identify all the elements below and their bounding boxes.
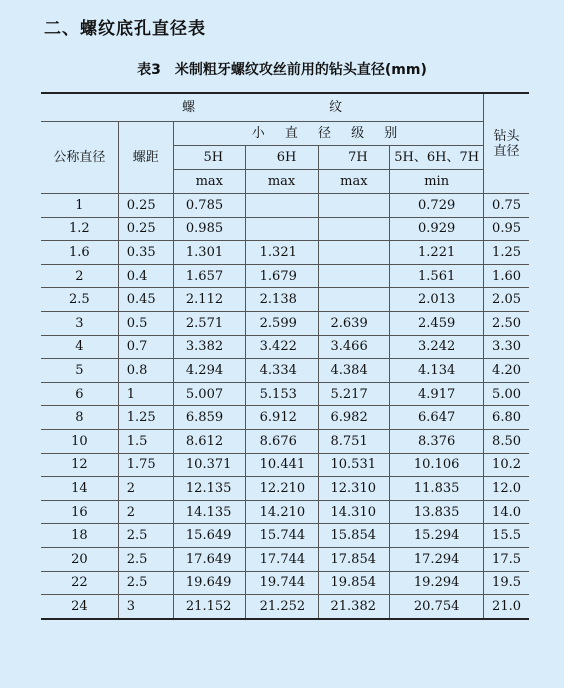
minor-min-cell: 3.242 [390, 335, 484, 359]
thread-label-right: 纹 [329, 100, 343, 115]
minor-6h-max-cell: 5.153 [245, 382, 318, 406]
limit-max-5h: max [173, 170, 245, 194]
minor-5h-max-cell: 4.294 [173, 359, 245, 383]
minor-5h-max-cell: 8.612 [173, 429, 245, 453]
table-row [41, 288, 529, 312]
nominal-diameter-cell: 20 [41, 547, 118, 571]
minor-min-cell: 20.754 [390, 595, 484, 619]
pitch-cell: 1.75 [118, 453, 173, 477]
minor-6h-max-cell: 8.676 [245, 429, 318, 453]
minor-min-cell: 15.294 [390, 524, 484, 548]
nominal-diameter-cell: 12 [41, 453, 118, 477]
minor-5h-max-cell: 10.371 [173, 453, 245, 477]
table-row [41, 524, 529, 548]
table-row [41, 311, 529, 335]
minor-min-cell: 13.835 [390, 500, 484, 524]
minor-min-cell: 2.013 [390, 288, 484, 312]
limit-min: min [390, 170, 484, 194]
minor-6h-max-cell: 19.744 [245, 571, 318, 595]
drill-diameter-cell: 14.0 [484, 500, 529, 524]
table-row [41, 595, 529, 619]
nominal-diameter-cell: 3 [41, 311, 118, 335]
limit-max-7h: max [318, 170, 390, 194]
table-row [41, 571, 529, 595]
grade-6h: 6H [245, 146, 318, 170]
table-row [41, 217, 529, 241]
drill-diameter-cell: 15.5 [484, 524, 529, 548]
minor-min-cell: 6.647 [390, 406, 484, 430]
drill-diameter-cell: 0.95 [484, 217, 529, 241]
minor-5h-max-cell: 5.007 [173, 382, 245, 406]
minor-min-cell: 2.459 [390, 311, 484, 335]
drill-diameter-cell: 0.75 [484, 194, 529, 218]
minor-6h-max-cell: 1.679 [245, 264, 318, 288]
nominal-diameter-cell: 1.2 [41, 217, 118, 241]
nominal-diameter-cell: 8 [41, 406, 118, 430]
minor-6h-max-cell: 21.252 [245, 595, 318, 619]
grade-7h: 7H [318, 146, 390, 170]
minor-5h-max-cell: 14.135 [173, 500, 245, 524]
minor-7h-max-cell: 2.639 [318, 311, 390, 335]
nominal-diameter-cell: 14 [41, 477, 118, 501]
drill-diameter-table [41, 92, 529, 620]
minor-6h-max-cell [245, 217, 318, 241]
minor-min-cell: 10.106 [390, 453, 484, 477]
drill-diameter-cell: 2.50 [484, 311, 529, 335]
drill-diameter-cell: 17.5 [484, 547, 529, 571]
minor-min-cell: 4.134 [390, 359, 484, 383]
pitch-cell: 1 [118, 382, 173, 406]
table-row [41, 359, 529, 383]
nominal-diameter-cell: 1 [41, 194, 118, 218]
drill-diameter-cell: 10.2 [484, 453, 529, 477]
minor-min-cell: 1.221 [390, 241, 484, 265]
thread-label-left: 螺 [181, 100, 195, 115]
table-row [41, 453, 529, 477]
minor-5h-max-cell: 2.571 [173, 311, 245, 335]
minor-min-cell: 19.294 [390, 571, 484, 595]
nominal-diameter-cell: 18 [41, 524, 118, 548]
minor-min-cell: 4.917 [390, 382, 484, 406]
minor-5h-max-cell: 21.152 [173, 595, 245, 619]
minor-7h-max-cell: 21.382 [318, 595, 390, 619]
drill-diameter-cell: 6.80 [484, 406, 529, 430]
drill-diameter-header [484, 93, 529, 194]
pitch-cell: 0.7 [118, 335, 173, 359]
minor-5h-max-cell: 17.649 [173, 547, 245, 571]
table-row [41, 335, 529, 359]
header-row-2 [41, 122, 529, 146]
minor-5h-max-cell: 3.382 [173, 335, 245, 359]
pitch-cell: 0.25 [118, 217, 173, 241]
section-heading: 二、螺纹底孔直径表 [44, 19, 206, 39]
minor-5h-max-cell: 12.135 [173, 477, 245, 501]
table-row [41, 500, 529, 524]
drill-diameter-cell: 19.5 [484, 571, 529, 595]
drill-diameter-cell: 12.0 [484, 477, 529, 501]
minor-5h-max-cell: 15.649 [173, 524, 245, 548]
minor-7h-max-cell [318, 217, 390, 241]
table-row [41, 477, 529, 501]
minor-6h-max-cell: 14.210 [245, 500, 318, 524]
table-row [41, 194, 529, 218]
minor-7h-max-cell: 3.466 [318, 335, 390, 359]
minor-5h-max-cell: 1.657 [173, 264, 245, 288]
minor-6h-max-cell: 10.441 [245, 453, 318, 477]
table-row [41, 429, 529, 453]
grade-5h: 5H [173, 146, 245, 170]
nominal-diameter-cell: 2 [41, 264, 118, 288]
drill-header-line2: 直径 [493, 143, 520, 159]
pitch-header: 螺距 [118, 122, 173, 194]
nominal-diameter-cell: 24 [41, 595, 118, 619]
pitch-cell: 1.25 [118, 406, 173, 430]
minor-6h-max-cell: 15.744 [245, 524, 318, 548]
minor-6h-max-cell [245, 194, 318, 218]
drill-diameter-cell: 2.05 [484, 288, 529, 312]
pitch-cell: 2 [118, 500, 173, 524]
minor-5h-max-cell: 6.859 [173, 406, 245, 430]
minor-6h-max-cell: 2.599 [245, 311, 318, 335]
pitch-cell: 0.45 [118, 288, 173, 312]
pitch-cell: 2.5 [118, 547, 173, 571]
minor-5h-max-cell: 2.112 [173, 288, 245, 312]
table-row [41, 264, 529, 288]
minor-7h-max-cell [318, 264, 390, 288]
minor-7h-max-cell: 10.531 [318, 453, 390, 477]
minor-5h-max-cell: 0.785 [173, 194, 245, 218]
limit-max-6h: max [245, 170, 318, 194]
minor-min-cell: 0.729 [390, 194, 484, 218]
nominal-diameter-cell: 10 [41, 429, 118, 453]
minor-7h-max-cell: 17.854 [318, 547, 390, 571]
pitch-cell: 0.8 [118, 359, 173, 383]
table-body [41, 194, 529, 619]
minor-min-cell: 0.929 [390, 217, 484, 241]
pitch-cell: 0.35 [118, 241, 173, 265]
table-row [41, 241, 529, 265]
drill-diameter-cell: 21.0 [484, 595, 529, 619]
pitch-cell: 0.4 [118, 264, 173, 288]
pitch-cell: 1.5 [118, 429, 173, 453]
nominal-diameter-cell: 1.6 [41, 241, 118, 265]
pitch-cell: 3 [118, 595, 173, 619]
minor-min-cell: 17.294 [390, 547, 484, 571]
minor-6h-max-cell: 3.422 [245, 335, 318, 359]
table-row [41, 406, 529, 430]
drill-diameter-cell: 1.25 [484, 241, 529, 265]
drill-diameter-cell: 4.20 [484, 359, 529, 383]
minor-7h-max-cell: 15.854 [318, 524, 390, 548]
table-caption: 表3 米制粗牙螺纹攻丝前用的钻头直径(mm) [137, 62, 427, 78]
pitch-cell: 2.5 [118, 524, 173, 548]
minor-6h-max-cell: 6.912 [245, 406, 318, 430]
drill-diameter-cell: 5.00 [484, 382, 529, 406]
drill-diameter-cell: 8.50 [484, 429, 529, 453]
header-row-1 [41, 93, 529, 122]
minor-7h-max-cell: 12.310 [318, 477, 390, 501]
minor-min-cell: 11.835 [390, 477, 484, 501]
minor-diameter-header: 小 直 径 级 别 [173, 122, 483, 146]
minor-6h-max-cell: 4.334 [245, 359, 318, 383]
minor-5h-max-cell: 1.301 [173, 241, 245, 265]
minor-7h-max-cell: 14.310 [318, 500, 390, 524]
table-row [41, 547, 529, 571]
minor-6h-max-cell: 2.138 [245, 288, 318, 312]
minor-7h-max-cell: 4.384 [318, 359, 390, 383]
nominal-diameter-cell: 6 [41, 382, 118, 406]
pitch-cell: 2.5 [118, 571, 173, 595]
nominal-diameter-cell: 22 [41, 571, 118, 595]
pitch-cell: 2 [118, 477, 173, 501]
grade-all: 5H、6H、7H [390, 146, 484, 170]
minor-7h-max-cell [318, 288, 390, 312]
table-row [41, 382, 529, 406]
minor-5h-max-cell: 19.649 [173, 571, 245, 595]
nominal-diameter-header: 公称直径 [41, 122, 118, 194]
nominal-diameter-cell: 5 [41, 359, 118, 383]
minor-6h-max-cell: 17.744 [245, 547, 318, 571]
minor-7h-max-cell: 8.751 [318, 429, 390, 453]
table-header [41, 93, 529, 194]
minor-6h-max-cell: 1.321 [245, 241, 318, 265]
drill-header-line1: 钻头 [493, 128, 520, 144]
nominal-diameter-cell: 2.5 [41, 288, 118, 312]
minor-6h-max-cell: 12.210 [245, 477, 318, 501]
minor-7h-max-cell: 6.982 [318, 406, 390, 430]
drill-diameter-cell: 1.60 [484, 264, 529, 288]
minor-5h-max-cell: 0.985 [173, 217, 245, 241]
minor-min-cell: 8.376 [390, 429, 484, 453]
drill-diameter-cell: 3.30 [484, 335, 529, 359]
minor-min-cell: 1.561 [390, 264, 484, 288]
nominal-diameter-cell: 16 [41, 500, 118, 524]
pitch-cell: 0.25 [118, 194, 173, 218]
minor-7h-max-cell: 19.854 [318, 571, 390, 595]
minor-7h-max-cell [318, 241, 390, 265]
thread-group-header [41, 93, 484, 122]
minor-7h-max-cell [318, 194, 390, 218]
nominal-diameter-cell: 4 [41, 335, 118, 359]
minor-7h-max-cell: 5.217 [318, 382, 390, 406]
pitch-cell: 0.5 [118, 311, 173, 335]
